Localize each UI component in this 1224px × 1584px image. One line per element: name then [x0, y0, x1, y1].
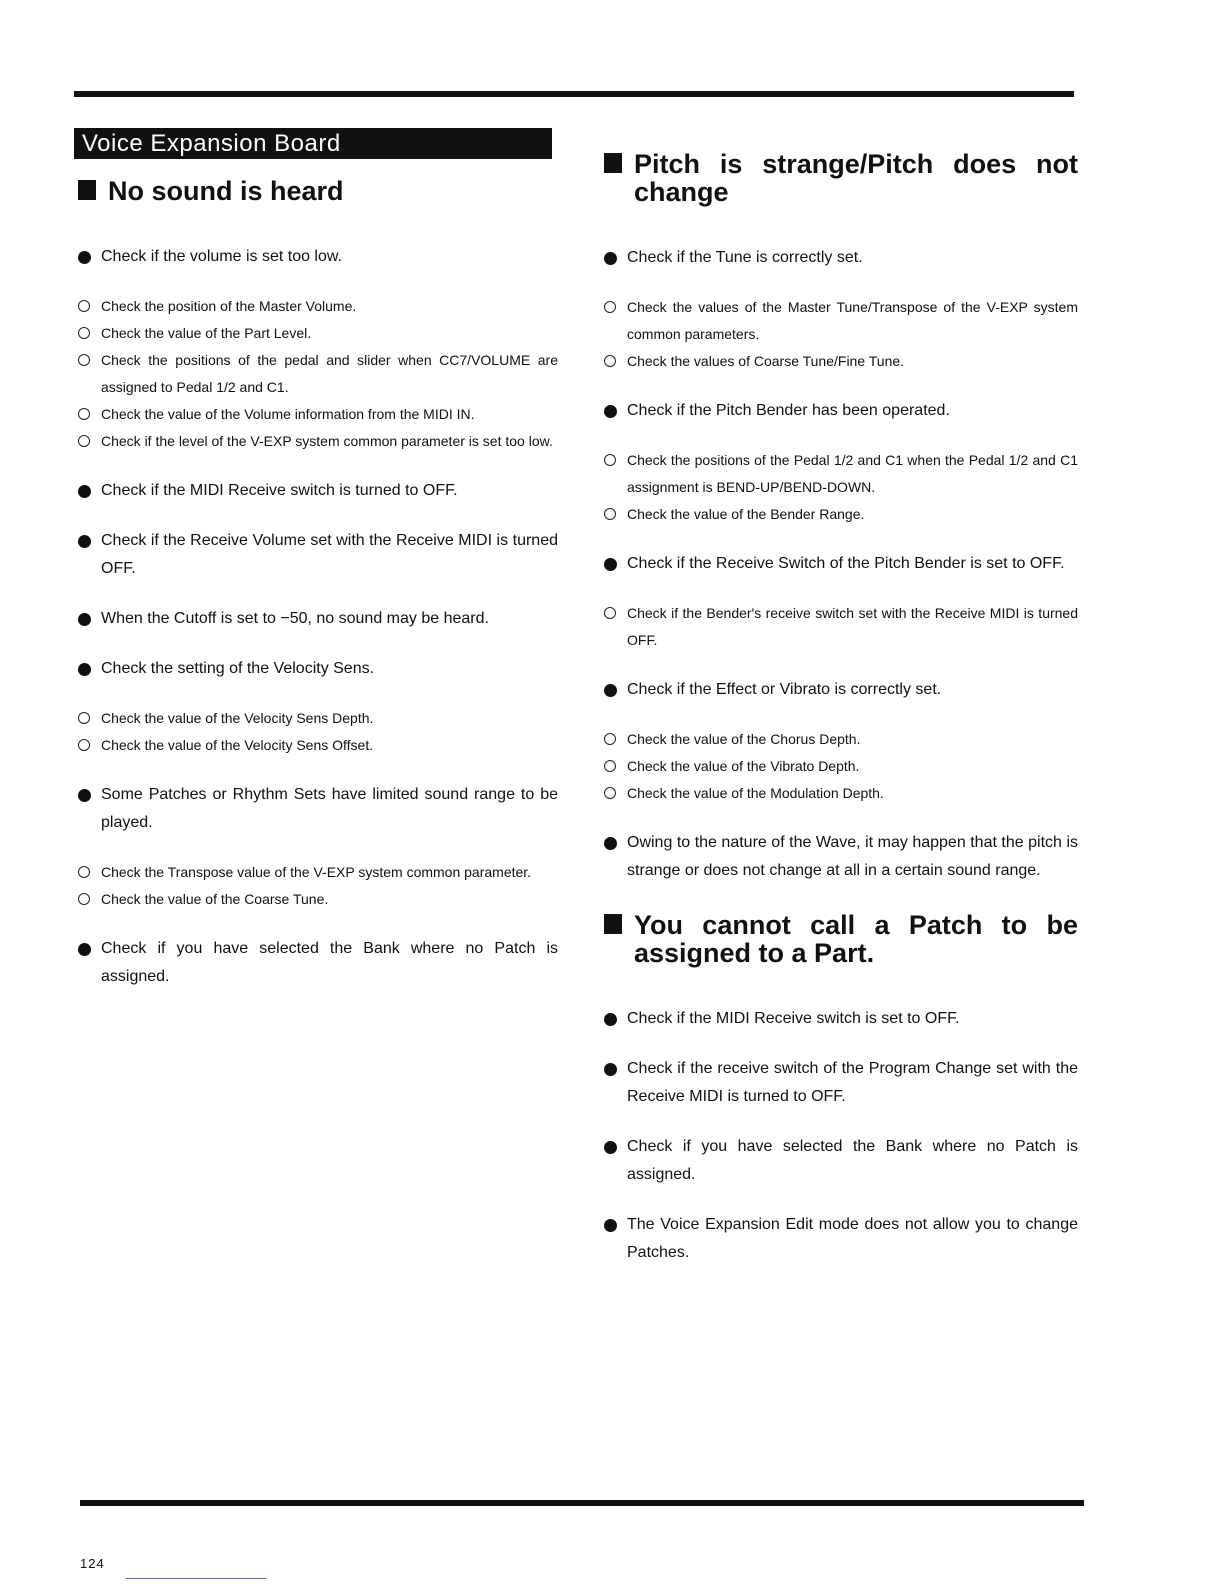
filled-circle-icon [78, 251, 91, 264]
section-title-text: You cannot call a Patch to be assigned to a Part. [634, 910, 1078, 968]
open-circle-icon [604, 787, 616, 799]
filled-circle-icon [604, 252, 617, 265]
square-bullet-icon [78, 180, 96, 200]
bottom-rule [80, 1500, 1084, 1506]
section-no-sound [74, 177, 558, 991]
list-item: Some Patches or Rhythm Sets have limited sound range to be played. [74, 781, 558, 837]
sub-list-item: Check the value of the Coarse Tune. [74, 886, 558, 913]
list-item: Check if the Tune is correctly set. [600, 244, 1078, 272]
section-pitch-strange [600, 150, 1078, 885]
filled-circle-icon [604, 1141, 617, 1154]
list-item: Check if you have selected the Bank where no Patch is assigned. [74, 935, 558, 991]
list-item: Check if you have selected the Bank where no Patch is assigned. [600, 1133, 1078, 1189]
right-column [600, 150, 1078, 1289]
section-title [74, 177, 558, 205]
section-title-text: No sound is heard [108, 176, 344, 206]
filled-circle-icon [604, 1219, 617, 1232]
filled-circle-icon [604, 1013, 617, 1026]
filled-circle-icon [78, 613, 91, 626]
top-rule [74, 91, 1074, 97]
filled-circle-icon [78, 943, 91, 956]
sub-list-item: Check the value of the Volume information from the MIDI IN. [74, 401, 558, 428]
sub-list-item: Check the positions of the pedal and slider when CC7/VOLUME are assigned to Pedal 1/2 and C1. [74, 347, 558, 401]
sub-list-item: Check the values of Coarse Tune/Fine Tune. [600, 348, 1078, 375]
open-circle-icon [604, 760, 616, 772]
filled-circle-icon [78, 789, 91, 802]
section-title [600, 911, 1078, 967]
open-circle-icon [78, 739, 90, 751]
sub-list-item: Check the position of the Master Volume. [74, 293, 558, 320]
filled-circle-icon [78, 663, 91, 676]
open-circle-icon [604, 301, 616, 313]
list-item: Check if the MIDI Receive switch is turned to OFF. [74, 477, 558, 505]
open-circle-icon [604, 733, 616, 745]
filled-circle-icon [78, 485, 91, 498]
sub-list-item: Check the value of the Modulation Depth. [600, 780, 1078, 807]
filled-circle-icon [78, 535, 91, 548]
sub-list-item: Check if the Bender's receive switch set with the Receive MIDI is turned OFF. [600, 600, 1078, 654]
filled-circle-icon [604, 405, 617, 418]
list-item: Check if the Receive Switch of the Pitch Bender is set to OFF. [600, 550, 1078, 578]
sub-list-item: Check if the level of the V-EXP system common parameter is set too low. [74, 428, 558, 455]
open-circle-icon [78, 866, 90, 878]
square-bullet-icon [604, 153, 622, 173]
section-title [600, 150, 1078, 206]
open-circle-icon [78, 300, 90, 312]
left-column [74, 128, 558, 1013]
footer-underline [126, 1578, 266, 1579]
open-circle-icon [78, 327, 90, 339]
sub-list-item: Check the values of the Master Tune/Transpose of the V-EXP system common parameters. [600, 294, 1078, 348]
sub-list-item: Check the positions of the Pedal 1/2 and C1 when the Pedal 1/2 and C1 assignment is BEND-UP/BEND-DOWN. [600, 447, 1078, 501]
filled-circle-icon [604, 1063, 617, 1076]
list-item: Check if the receive switch of the Program Change set with the Receive MIDI is turned to OFF. [600, 1055, 1078, 1111]
list-item: Owing to the nature of the Wave, it may happen that the pitch is strange or does not change at all in a certain sound range. [600, 829, 1078, 885]
open-circle-icon [604, 607, 616, 619]
sub-list-item: Check the value of the Velocity Sens Depth. [74, 705, 558, 732]
open-circle-icon [604, 454, 616, 466]
sub-list-item: Check the value of the Vibrato Depth. [600, 753, 1078, 780]
list-item: Check the setting of the Velocity Sens. [74, 655, 558, 683]
filled-circle-icon [604, 684, 617, 697]
section-title-text: Pitch is strange/Pitch does not change [634, 149, 1078, 207]
list-item: Check if the Receive Volume set with the Receive MIDI is turned OFF. [74, 527, 558, 583]
open-circle-icon [604, 508, 616, 520]
list-item: Check if the Effect or Vibrato is correctly set. [600, 676, 1078, 704]
open-circle-icon [604, 355, 616, 367]
list-item: Check if the volume is set too low. [74, 243, 558, 271]
open-circle-icon [78, 435, 90, 447]
open-circle-icon [78, 893, 90, 905]
sub-list-item: Check the value of the Chorus Depth. [600, 726, 1078, 753]
sub-list-item: Check the value of the Velocity Sens Offset. [74, 732, 558, 759]
sub-list-item: Check the Transpose value of the V-EXP system common parameter. [74, 859, 558, 886]
square-bullet-icon [604, 914, 622, 934]
section-cannot-call-patch [600, 911, 1078, 1267]
filled-circle-icon [604, 558, 617, 571]
sub-list-item: Check the value of the Bender Range. [600, 501, 1078, 528]
open-circle-icon [78, 712, 90, 724]
page-number: 124 [80, 1556, 105, 1571]
list-item: Check if the MIDI Receive switch is set to OFF. [600, 1005, 1078, 1033]
filled-circle-icon [604, 837, 617, 850]
open-circle-icon [78, 408, 90, 420]
list-item: Check if the Pitch Bender has been operated. [600, 397, 1078, 425]
list-item: When the Cutoff is set to −50, no sound may be heard. [74, 605, 558, 633]
list-item: The Voice Expansion Edit mode does not allow you to change Patches. [600, 1211, 1078, 1267]
sub-list-item: Check the value of the Part Level. [74, 320, 558, 347]
chapter-banner: Voice Expansion Board [74, 128, 552, 159]
open-circle-icon [78, 354, 90, 366]
